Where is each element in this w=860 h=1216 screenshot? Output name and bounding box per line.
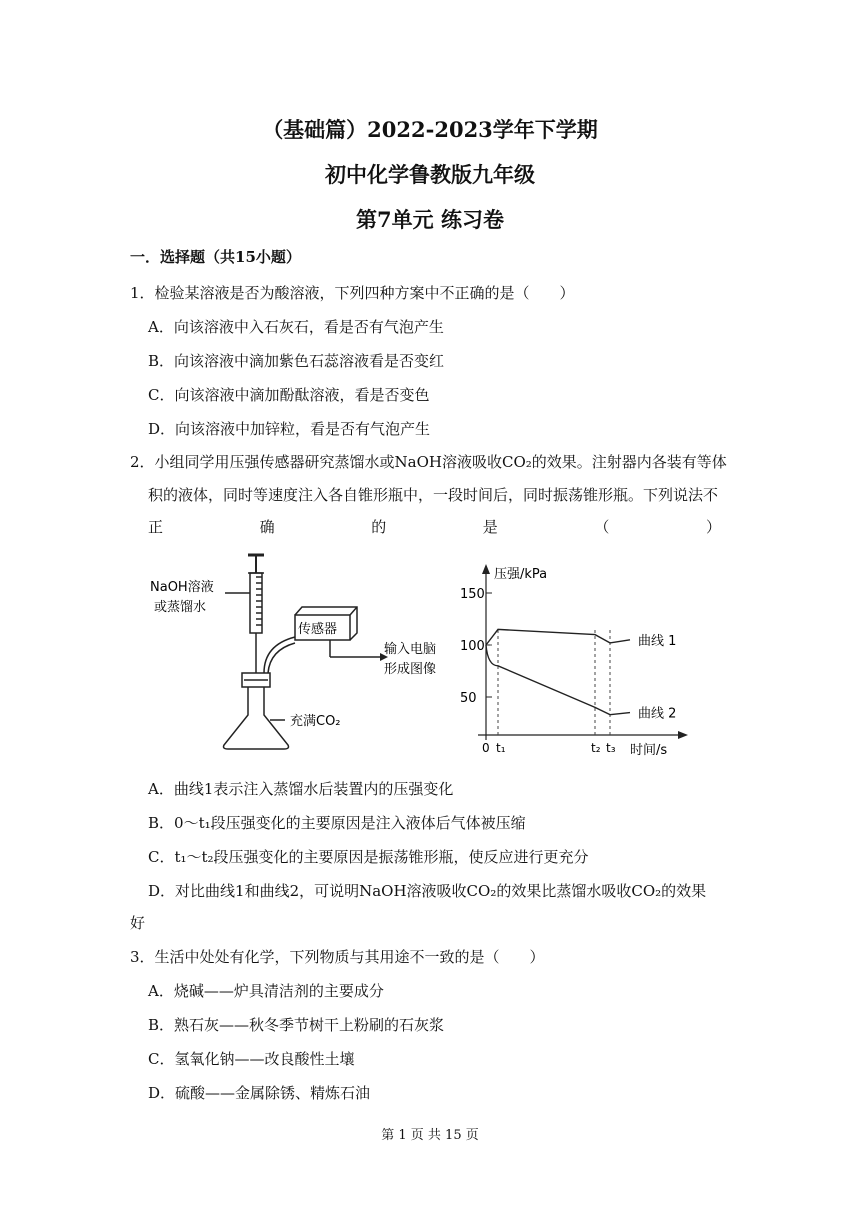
x-tick-label: t₁	[496, 741, 506, 755]
syringe-label-2: 或蒸馏水	[154, 600, 207, 615]
y-tick-label: 150	[460, 587, 485, 602]
spread-char: 确	[259, 518, 275, 536]
section-heading: 一．选择题（共15小题）	[130, 248, 301, 266]
x-tick-label: t₃	[606, 741, 616, 755]
question-1-option-b: B．向该溶液中滴加紫色石蕊溶液看是否变红	[148, 352, 445, 370]
question-2-option-d: D．对比曲线1和曲线2，可说明NaOH溶液吸收CO₂的效果比蒸馏水吸收CO₂的效果	[148, 882, 707, 900]
question-2-stem-line-1: 2．小组同学用压强传感器研究蒸馏水或NaOH溶液吸收CO₂的效果。注射器内各装有等体	[130, 453, 727, 471]
question-1-option-d: D．向该溶液中加锌粒，看是否有气泡产生	[148, 420, 431, 438]
flask-label: 充满CO₂	[290, 714, 341, 729]
pressure-chart	[460, 560, 710, 760]
syringe-label-1: NaOH溶液	[150, 580, 214, 595]
x-tick-label: t₂	[591, 741, 601, 755]
series-label-2: 曲线 2	[638, 706, 677, 722]
series-line-1	[486, 629, 630, 645]
series-line-2	[486, 645, 630, 715]
question-2-stem-line-3	[148, 516, 721, 537]
question-1-stem: 1．检验某溶液是否为酸溶液，下列四种方案中不正确的是（ ）	[130, 284, 575, 302]
output-label-2: 形成图像	[384, 662, 437, 677]
question-3-option-a: A．烧碱——炉具清洁剂的主要成分	[148, 982, 384, 1000]
output-label-1: 输入电脑	[384, 642, 437, 657]
sensor-label: 传感器	[298, 622, 338, 637]
spread-char: 是	[482, 518, 498, 536]
question-3-option-b: B．熟石灰——秋冬季节树干上粉刷的石灰浆	[148, 1016, 445, 1034]
doc-title-line-3: 第7单元 练习卷	[356, 207, 504, 232]
y-tick-label: 50	[460, 691, 477, 706]
page-footer: 第 1 页 共 15 页	[381, 1128, 479, 1143]
spread-char: 的	[371, 518, 387, 536]
question-2-stem-line-2: 积的液体，同时等速度注入各自锥形瓶中，一段时间后，同时振荡锥形瓶。下列说法不	[148, 486, 719, 504]
y-axis-label: 压强/kPa	[494, 567, 548, 582]
y-tick-label: 100	[460, 639, 485, 654]
question-1-option-c: C．向该溶液中滴加酚酞溶液，看是否变色	[148, 386, 430, 404]
question-3-option-c: C．氢氧化钠——改良酸性土壤	[148, 1050, 355, 1068]
question-2-option-b: B．0～t₁段压强变化的主要原因是注入液体后气体被压缩	[148, 814, 526, 832]
apparatus-diagram	[140, 545, 460, 755]
question-2-option-d-cont: 好	[130, 914, 146, 932]
question-3-stem: 3．生活中处处有化学，下列物质与其用途不一致的是（ ）	[130, 948, 545, 966]
spread-char: （	[594, 518, 610, 536]
question-2-option-c: C．t₁～t₂段压强变化的主要原因是振荡锥形瓶，使反应进行更充分	[148, 848, 589, 866]
series-label-1: 曲线 1	[638, 633, 677, 649]
x-axis-label: 时间/s	[630, 743, 668, 758]
doc-title-line-2: 初中化学鲁教版九年级	[325, 162, 535, 187]
question-2-option-a: A．曲线1表示注入蒸馏水后装置内的压强变化	[148, 780, 454, 798]
question-3-option-d: D．硫酸——金属除锈、精炼石油	[148, 1084, 371, 1102]
spread-char: ）	[705, 518, 721, 536]
question-1-option-a: A．向该溶液中入石灰石，看是否有气泡产生	[148, 318, 444, 336]
doc-title-line-1: （基础篇）2022-2023学年下学期	[262, 117, 598, 142]
spread-char: 正	[148, 518, 164, 536]
x-tick-label: 0	[482, 741, 490, 755]
